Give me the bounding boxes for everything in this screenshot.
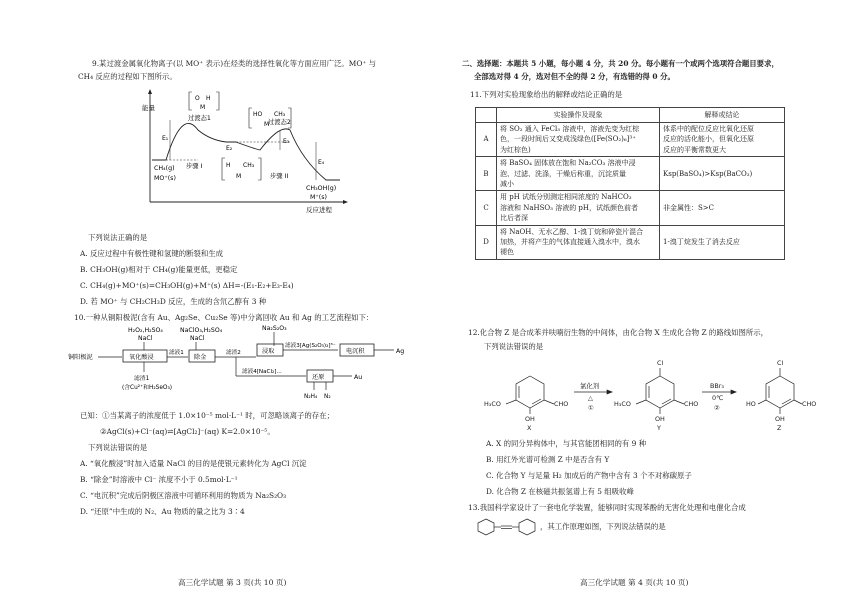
svg-text:E₁: E₁ — [162, 135, 169, 142]
svg-text:滤液3[Ag(S₂O₃)₂]³⁻: 滤液3[Ag(S₂O₃)₂]³⁻ — [285, 343, 336, 349]
q13-stem: 13.我国科学家设计了一套电化学装置，能够同时实现苯酚的无害化处理和电催化合成 — [468, 503, 746, 512]
svg-text:△: △ — [588, 394, 593, 402]
section-heading-line2: 全部选对得 4 分，选对但不全的得 2 分，有选错的得 0 分。 — [474, 72, 675, 81]
svg-text:NaCl: NaCl — [138, 335, 153, 342]
svg-text:过渡态1: 过渡态1 — [188, 115, 211, 122]
table-header: 解释或结论 — [660, 108, 785, 123]
svg-text:OH: OH — [775, 415, 785, 423]
svg-text:BBr₃: BBr₃ — [710, 382, 724, 390]
section-heading-line1: 二、选择题：本题共 5 小题，每小题 4 分，共 20 分。每小题有一个或两个选项符合题目要求， — [462, 59, 779, 68]
q10-known-2: ②AgCl(s)+Cl⁻(aq)⇌[AgCl₂]⁻(aq) K=2.0×10⁻⁵。 — [100, 427, 275, 436]
svg-text:除金: 除金 — [194, 354, 207, 361]
svg-text:CH₄(g): CH₄(g) — [154, 165, 175, 172]
q12-stem-line1: 12.化合物 Z 是合成苯并呋喃衍生物的中间体，由化合物 X 生成化合物 Z 的路线如图所示， — [468, 328, 769, 337]
svg-text:CH₃OH(g): CH₃OH(g) — [306, 185, 337, 192]
svg-text:OH: OH — [655, 415, 665, 423]
table-header: 实验操作及现象 — [497, 108, 660, 123]
svg-text:CHO: CHO — [554, 400, 569, 408]
q9-option-c: C. CH₄(g)+MO⁺(s)=CH₃OH(g)+M⁺(s) ΔH=-(E₁-E₂+E₃-E₄) — [80, 281, 294, 290]
q9-stem-line2: CH₄ 反应的过程如下图所示。 — [78, 72, 177, 81]
svg-text:①: ① — [588, 404, 594, 412]
q11-stem: 11.下列对实验现象给出的解释或结论正确的是 — [470, 90, 623, 99]
svg-text:N₂: N₂ — [324, 394, 331, 400]
q10-option-d: D. “还原”中生成的 N₂、Au 物质的量之比为 3∶4 — [80, 507, 245, 516]
svg-text:E₂: E₂ — [226, 145, 233, 152]
q9-prompt: 下列说法正确的是 — [88, 233, 148, 242]
svg-text:②: ② — [714, 404, 720, 412]
q12-option-b: B. 用红外光谱可检测 Z 中是否含有 Y — [486, 455, 610, 464]
svg-text:过渡态2: 过渡态2 — [268, 119, 291, 126]
table-row: A 将 SO₂ 通入 FeCl₃ 溶液中，溶液先变为红棕 色，一段时间后又变成浅绿色([Fe(SO₂)₆]³⁺ 为红棕色) 体系中的配位反应比氧化还原 反应的活化能小，但氧化还原 反应的平衡常数更大 — [476, 123, 785, 157]
q10-option-b: B. “除金”时溶液中 Cl⁻ 浓度不小于 0.5mol·L⁻¹ — [80, 475, 238, 484]
q12-stem-line2: 下列说法错误的是 — [484, 342, 544, 351]
svg-text:0℃: 0℃ — [712, 394, 724, 402]
svg-text:HO: HO — [746, 400, 756, 408]
q10-stem: 10.一种从铜阳极泥(含有 Au、Ag₂Se、Cu₂Se 等)中分离回收 Au 和 Ag 的工艺流程如下： — [74, 313, 374, 322]
q12-option-d: D. 化合物 Z 在核磁共振氢谱上有 5 组吸收峰 — [486, 487, 634, 496]
row-label: D — [476, 225, 497, 259]
svg-text:铜阳极泥: 铜阳极泥 — [68, 354, 93, 361]
svg-text:氧化酸浸: 氧化酸浸 — [129, 354, 154, 361]
svg-text:Na₂S₂O₃: Na₂S₂O₃ — [262, 325, 287, 332]
svg-text:滤渣1: 滤渣1 — [134, 376, 150, 382]
svg-text:滤渣2: 滤渣2 — [226, 350, 241, 356]
q10-flowchart — [68, 324, 420, 404]
svg-text:E₄: E₄ — [318, 159, 325, 166]
q10-option-a: A. “氧化酸浸”时加入适量 NaCl 的目的是使银元素转化为 AgCl 沉淀 — [80, 459, 307, 468]
svg-text:CHO: CHO — [802, 400, 817, 408]
svg-text:Z: Z — [777, 424, 782, 432]
q13-stem-tail: ，其工作原理如图，下列说法错误的是 — [540, 522, 666, 531]
svg-text:CH₃: CH₃ — [274, 111, 286, 118]
right-page-footer: 高三化学试题 第 4 页(共 10 页) — [580, 578, 689, 587]
table-header — [476, 108, 497, 123]
svg-text:CH₃: CH₃ — [243, 162, 255, 169]
svg-text:E₃: E₃ — [283, 138, 290, 145]
svg-text:滤液4[NaCl₂]...: 滤液4[NaCl₂]... — [242, 369, 282, 375]
q12-option-a: A. X 的同分异构体中，与其官能团相同的有 9 种 — [486, 439, 647, 448]
svg-text:(含Cu²⁺和H₂SeO₃): (含Cu²⁺和H₂SeO₃) — [122, 385, 173, 391]
svg-text:M: M — [264, 121, 270, 128]
svg-text:H₃CO: H₃CO — [614, 400, 631, 408]
table-row: C 用 pH 试纸分别测定相同浓度的 NaHCO₃ 溶液和 NaHSO₃ 溶液的 pH，试纸颜色前者 比后者深 非金属性：S>C — [476, 191, 785, 225]
q10-option-c: C. “电沉积”完成后阴极区溶液中可循环利用的物质为 Na₂S₂O₃ — [80, 491, 287, 500]
svg-text:MO⁺(s): MO⁺(s) — [154, 175, 176, 182]
svg-text:HO: HO — [253, 111, 263, 118]
ylabel: 能量 — [142, 104, 155, 112]
svg-text:M: M — [200, 104, 206, 111]
svg-text:H: H — [206, 95, 211, 102]
left-page-footer: 高三化学试题 第 3 页(共 10 页) — [178, 578, 287, 587]
svg-text:CHO: CHO — [684, 400, 699, 408]
svg-text:N₂H₄: N₂H₄ — [304, 394, 318, 400]
table-header-row — [476, 108, 785, 123]
svg-text:Au: Au — [354, 374, 363, 381]
q10-known-1: 已知：①当某离子的浓度低于 1.0×10⁻⁵ mol·L⁻¹ 时，可忽略该离子的存在； — [80, 411, 334, 420]
svg-text:氯化剂: 氯化剂 — [580, 382, 600, 390]
svg-text:OH: OH — [525, 415, 535, 423]
q9-stem-line1: 9.某过渡金属氧化物离子(以 MO⁺ 表示)在烃类的选择性氧化等方面应用广泛。MO⁺ 与 — [92, 59, 377, 68]
svg-text:M: M — [236, 173, 242, 180]
svg-text:NaCl: NaCl — [190, 335, 205, 342]
row-label: A — [476, 123, 497, 157]
svg-text:Y: Y — [657, 424, 661, 432]
svg-text:电沉积: 电沉积 — [346, 348, 365, 355]
row-label: B — [476, 157, 497, 191]
q9-option-a: A. 反应过程中有极性键和氢键的断裂和生成 — [80, 249, 224, 258]
svg-text:O: O — [195, 95, 200, 102]
svg-text:M⁺(s): M⁺(s) — [310, 194, 327, 201]
svg-text:步骤 I: 步骤 I — [186, 163, 203, 170]
q12-option-c: C. 化合物 Y 与足量 H₂ 加成后的产物中含有 3 个不对称碳原子 — [486, 471, 692, 480]
svg-text:X: X — [527, 424, 532, 432]
q10-prompt: 下列说法错误的是 — [88, 443, 148, 452]
row-label: C — [476, 191, 497, 225]
svg-text:浸取: 浸取 — [262, 348, 275, 355]
table-row: D 将 NaOH、无水乙醇、1-溴丁烷和碎瓷片混合 加热，并将产生的气体直接通入溴水中，溴水 褪色 1-溴丁烷发生了消去反应 — [476, 225, 785, 259]
q9-option-d: D. 若 MO⁺ 与 CH₂CH₃D 反应，生成的含氘乙醇有 3 种 — [80, 297, 267, 306]
svg-text:还原: 还原 — [312, 374, 325, 381]
svg-text:NaClO₃,H₂SO₄: NaClO₃,H₂SO₄ — [180, 327, 223, 334]
xlabel: 反应进程 — [306, 206, 332, 214]
svg-text:H₃CO: H₃CO — [484, 400, 501, 408]
q9-energy-diagram — [140, 88, 350, 214]
svg-text:Cl: Cl — [777, 359, 784, 367]
q12-reaction-scheme — [470, 356, 830, 432]
table-row: B 将 BaSO₄ 固体放在饱和 Na₂CO₃ 溶液中浸 泡、过滤、洗涤，干燥后称重，沉淀质量 减小 Ksp(BaSO₄)>Ksp(BaCO₃) — [476, 157, 785, 191]
svg-text:滤液1: 滤液1 — [169, 350, 184, 356]
azobenzene-structure — [476, 516, 538, 538]
svg-text:Cl: Cl — [657, 359, 664, 367]
q11-table — [475, 107, 785, 260]
svg-text:H: H — [226, 162, 231, 169]
svg-text:H₂O₂,H₂SO₄: H₂O₂,H₂SO₄ — [128, 327, 163, 334]
q9-option-b: B. CH₃OH(g)相对于 CH₄(g)能量更低，更稳定 — [80, 265, 238, 274]
svg-text:步骤 II: 步骤 II — [270, 173, 289, 180]
svg-text:Ag: Ag — [396, 348, 405, 355]
